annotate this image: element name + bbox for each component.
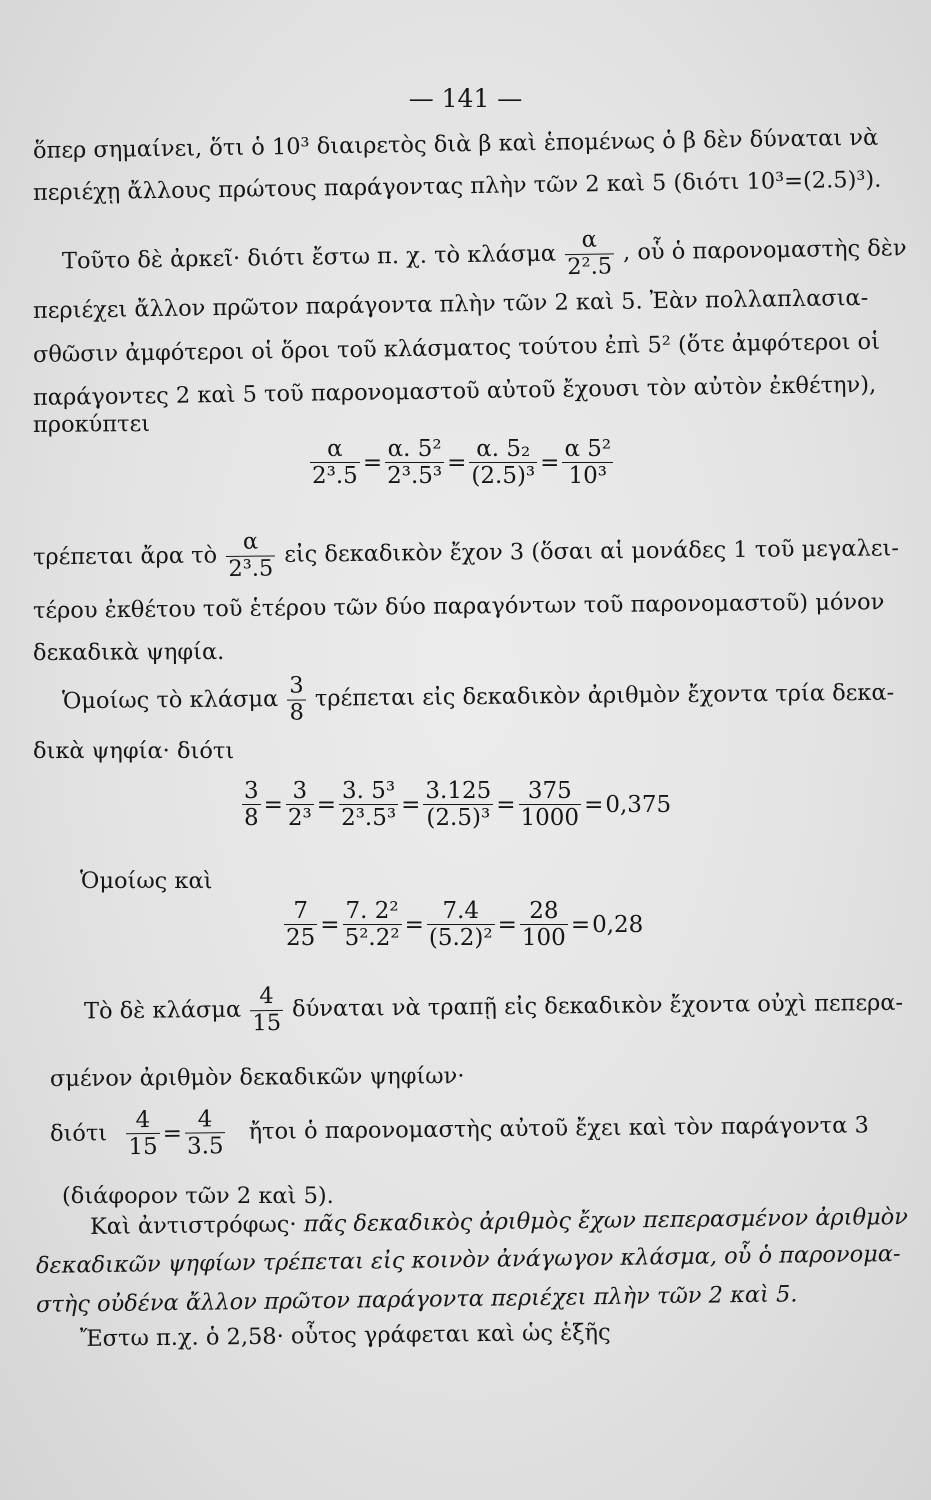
- text-line-23: στὴς οὐδένα ἄλλον πρῶτον παράγοντα περιέχει πλὴν τῶν 2 καὶ 5.: [35, 1281, 798, 1318]
- fraction-numerator: α. 5²: [387, 436, 442, 462]
- fraction-numerator: 28: [529, 898, 559, 924]
- text-line-17-start: Τὸ δὲ κλάσμα: [83, 996, 242, 1025]
- text-line-3-start: Τοῦτο δὲ ἀρκεῖ· διότι ἔστω π. χ. τὸ κλάσμα: [61, 240, 557, 275]
- equation-fraction: [286, 778, 314, 832]
- fraction-numerator: 3. 5³: [342, 778, 396, 804]
- equation-4: [124, 1106, 228, 1161]
- text-line-22: δεκαδικῶν ψηφίων τρέπεται εἰς κοινὸν ἀνάγωγον κλάσμα, οὗ ὁ παρονομα-: [35, 1240, 901, 1279]
- fraction-denominator: 8: [244, 805, 259, 832]
- inline-fraction: [226, 529, 275, 582]
- fraction-numerator: 375: [527, 778, 572, 804]
- fraction-numerator: α: [242, 528, 259, 555]
- text-line-10: τέρου ἐκθέτου τοῦ ἑτέρου τῶν δύο παραγόντων τοῦ παρονομαστοῦ) μόνον: [32, 589, 885, 624]
- fraction-denominator: 3.5: [185, 1133, 226, 1161]
- text-line-3: [62, 223, 907, 289]
- equation-fraction: [562, 436, 613, 490]
- text-line-19-end: ἤτοι ὁ παρονομαστὴς αὐτοῦ ἔχει καὶ τὸν παράγοντα 3: [248, 1112, 869, 1145]
- inline-fraction: [250, 984, 283, 1037]
- text-line-20: (διάφορον τῶν 2 καὶ 5).: [62, 1183, 334, 1209]
- fraction-denominator: 2³: [287, 805, 312, 832]
- equals-sign: =: [570, 911, 591, 938]
- equals-sign: =: [320, 911, 340, 938]
- fraction-numerator: α: [581, 226, 598, 253]
- fraction-numerator: 7. 2²: [345, 898, 399, 924]
- text-line-9-end: εἰς δεκαδικὸν ἔχον 3 (ὅσαι αἱ μονάδες 1 τοῦ μεγαλει-: [284, 535, 899, 568]
- text-line-7: προκύπτει: [32, 410, 151, 438]
- fraction-denominator: 8: [287, 699, 306, 726]
- fraction-numerator: 3.125: [425, 778, 492, 804]
- equals-sign: =: [497, 911, 517, 938]
- inline-fraction: [287, 673, 306, 726]
- equation-fraction: [126, 1107, 160, 1161]
- text-line-12-start: Ὁμοίως τὸ κλάσμα: [61, 686, 279, 715]
- equation-fraction: [284, 898, 317, 952]
- text-line-19-start: διότι: [49, 1120, 108, 1147]
- text-line-11: δεκαδικὰ ψηφία.: [32, 638, 225, 666]
- equation-fraction: [343, 898, 402, 952]
- text-line-6: παράγοντες 2 καὶ 5 τοῦ παρονομαστοῦ αὐτοῦ ἔχουσι τὸν αὐτὸν ἐκθέτην),: [32, 371, 877, 411]
- text-line-13: δικὰ ψηφία· διότι: [33, 738, 235, 764]
- text-line-12: [62, 667, 895, 728]
- fraction-numerator: α. 5₂: [476, 436, 531, 462]
- page-number: — 141 —: [408, 84, 523, 113]
- equation-2: [240, 778, 672, 832]
- fraction-numerator: 4: [259, 983, 274, 1010]
- fraction-numerator: α 5²: [564, 436, 612, 462]
- fraction-numerator: 4: [197, 1106, 213, 1133]
- equation-result: 0,375: [605, 791, 672, 818]
- equals-sign: =: [263, 791, 283, 818]
- text-line-17: [84, 977, 904, 1038]
- equation-fraction: [427, 898, 495, 952]
- text-line-15: Ὁμοίως καὶ: [80, 868, 213, 894]
- fraction-denominator: 100: [521, 925, 566, 952]
- text-line-9: [33, 523, 899, 585]
- inline-fraction: [565, 227, 615, 281]
- equals-sign: =: [401, 791, 421, 818]
- text-line-19: [50, 1099, 869, 1161]
- fraction-denominator: 1000: [520, 805, 580, 832]
- fraction-numerator: 3: [292, 778, 308, 804]
- fraction-denominator: 2³.5: [226, 555, 275, 582]
- fraction-denominator: 2³.5: [312, 463, 358, 490]
- text-line-9-start: τρέπεται ἄρα τὸ: [32, 542, 218, 571]
- equation-3: [282, 898, 644, 952]
- fraction-numerator: 3: [289, 672, 304, 699]
- equation-fraction: [469, 436, 537, 490]
- fraction-denominator: 2³.5³: [387, 463, 443, 490]
- equals-sign: =: [362, 449, 383, 476]
- text-line-3-end: , οὗ ὁ παρονομαστὴς δὲν: [622, 235, 907, 266]
- equation-fraction: [423, 778, 493, 832]
- equals-sign: =: [540, 449, 560, 476]
- text-line-18: σμένον ἀριθμὸν δεκαδικῶν ψηφίων·: [49, 1063, 465, 1092]
- fraction-numerator: α: [327, 436, 343, 462]
- text-line-4: περιέχει ἄλλον πρῶτον παράγοντα πλὴν τῶν 2 καὶ 5. Ἐὰν πολλαπλασια-: [32, 284, 869, 324]
- fraction-denominator: 15: [250, 1010, 283, 1037]
- fraction-denominator: 25: [286, 925, 316, 952]
- equals-sign: =: [447, 449, 467, 476]
- equals-sign: =: [404, 911, 424, 938]
- fraction-numerator: 7: [293, 898, 308, 924]
- equation-fraction: [385, 436, 444, 490]
- fraction-numerator: 7.4: [442, 898, 480, 924]
- equals-sign: =: [316, 791, 337, 818]
- equation-fraction: [185, 1106, 226, 1160]
- text-line-21: [90, 1204, 908, 1240]
- equation-fraction: [520, 898, 568, 952]
- fraction-denominator: 2².5: [565, 253, 614, 281]
- text-line-21-italic: πᾶς δεκαδικὸς ἀριθμὸς ἔχων πεπερασμένον ἀριθμὸν: [303, 1204, 909, 1238]
- equation-fraction: [242, 778, 261, 832]
- fraction-denominator: 5².2²: [344, 925, 400, 952]
- text-line-17-end: δύναται νὰ τραπῇ εἰς δεκαδικὸν ἔχοντα οὐχὶ πεπερα-: [291, 989, 904, 1023]
- fraction-denominator: (5.2)²: [428, 925, 493, 952]
- fraction-numerator: 4: [135, 1106, 151, 1134]
- text-line-12-end: τρέπεται εἰς δεκαδικὸν ἀριθμὸν ἔχοντα τρία δεκα-: [314, 679, 895, 712]
- fraction-denominator: (2.5)³: [471, 463, 536, 490]
- text-line-21-start: Καὶ ἀντιστρόφως·: [89, 1211, 297, 1240]
- equation-fraction: [339, 778, 398, 832]
- equals-sign: =: [584, 791, 604, 818]
- equals-sign: =: [496, 791, 516, 818]
- equation-1: [308, 436, 615, 490]
- equation-fraction: [519, 778, 582, 832]
- equals-sign: =: [162, 1120, 183, 1147]
- fraction-numerator: 3: [244, 778, 259, 804]
- text-line-24: Ἔστω π.χ. ὁ 2,58· οὗτος γράφεται καὶ ὡς ἑξῆς: [79, 1319, 611, 1352]
- fraction-denominator: 15: [126, 1133, 160, 1161]
- fraction-denominator: (2.5)³: [423, 804, 493, 831]
- fraction-denominator: 10³: [562, 462, 613, 489]
- equation-result: 0,28: [592, 911, 644, 938]
- text-line-1: ὅπερ σημαίνει, ὅτι ὁ 10³ διαιρετὸς διὰ β καὶ ἑπομένως ὁ β δὲν δύναται νὰ: [32, 124, 879, 164]
- fraction-denominator: 2³.5³: [341, 805, 397, 832]
- text-line-2: περιέχῃ ἄλλους πρώτους παράγοντας πλὴν τῶν 2 καὶ 5 (διότι 10³=(2.5)³).: [32, 166, 882, 206]
- text-line-5: σθῶσιν ἀμφότεροι οἱ ὅροι τοῦ κλάσματος τούτου ἐπὶ 5² (ὅτε ἀμφότεροι οἱ: [32, 328, 881, 368]
- equation-fraction: [310, 436, 360, 490]
